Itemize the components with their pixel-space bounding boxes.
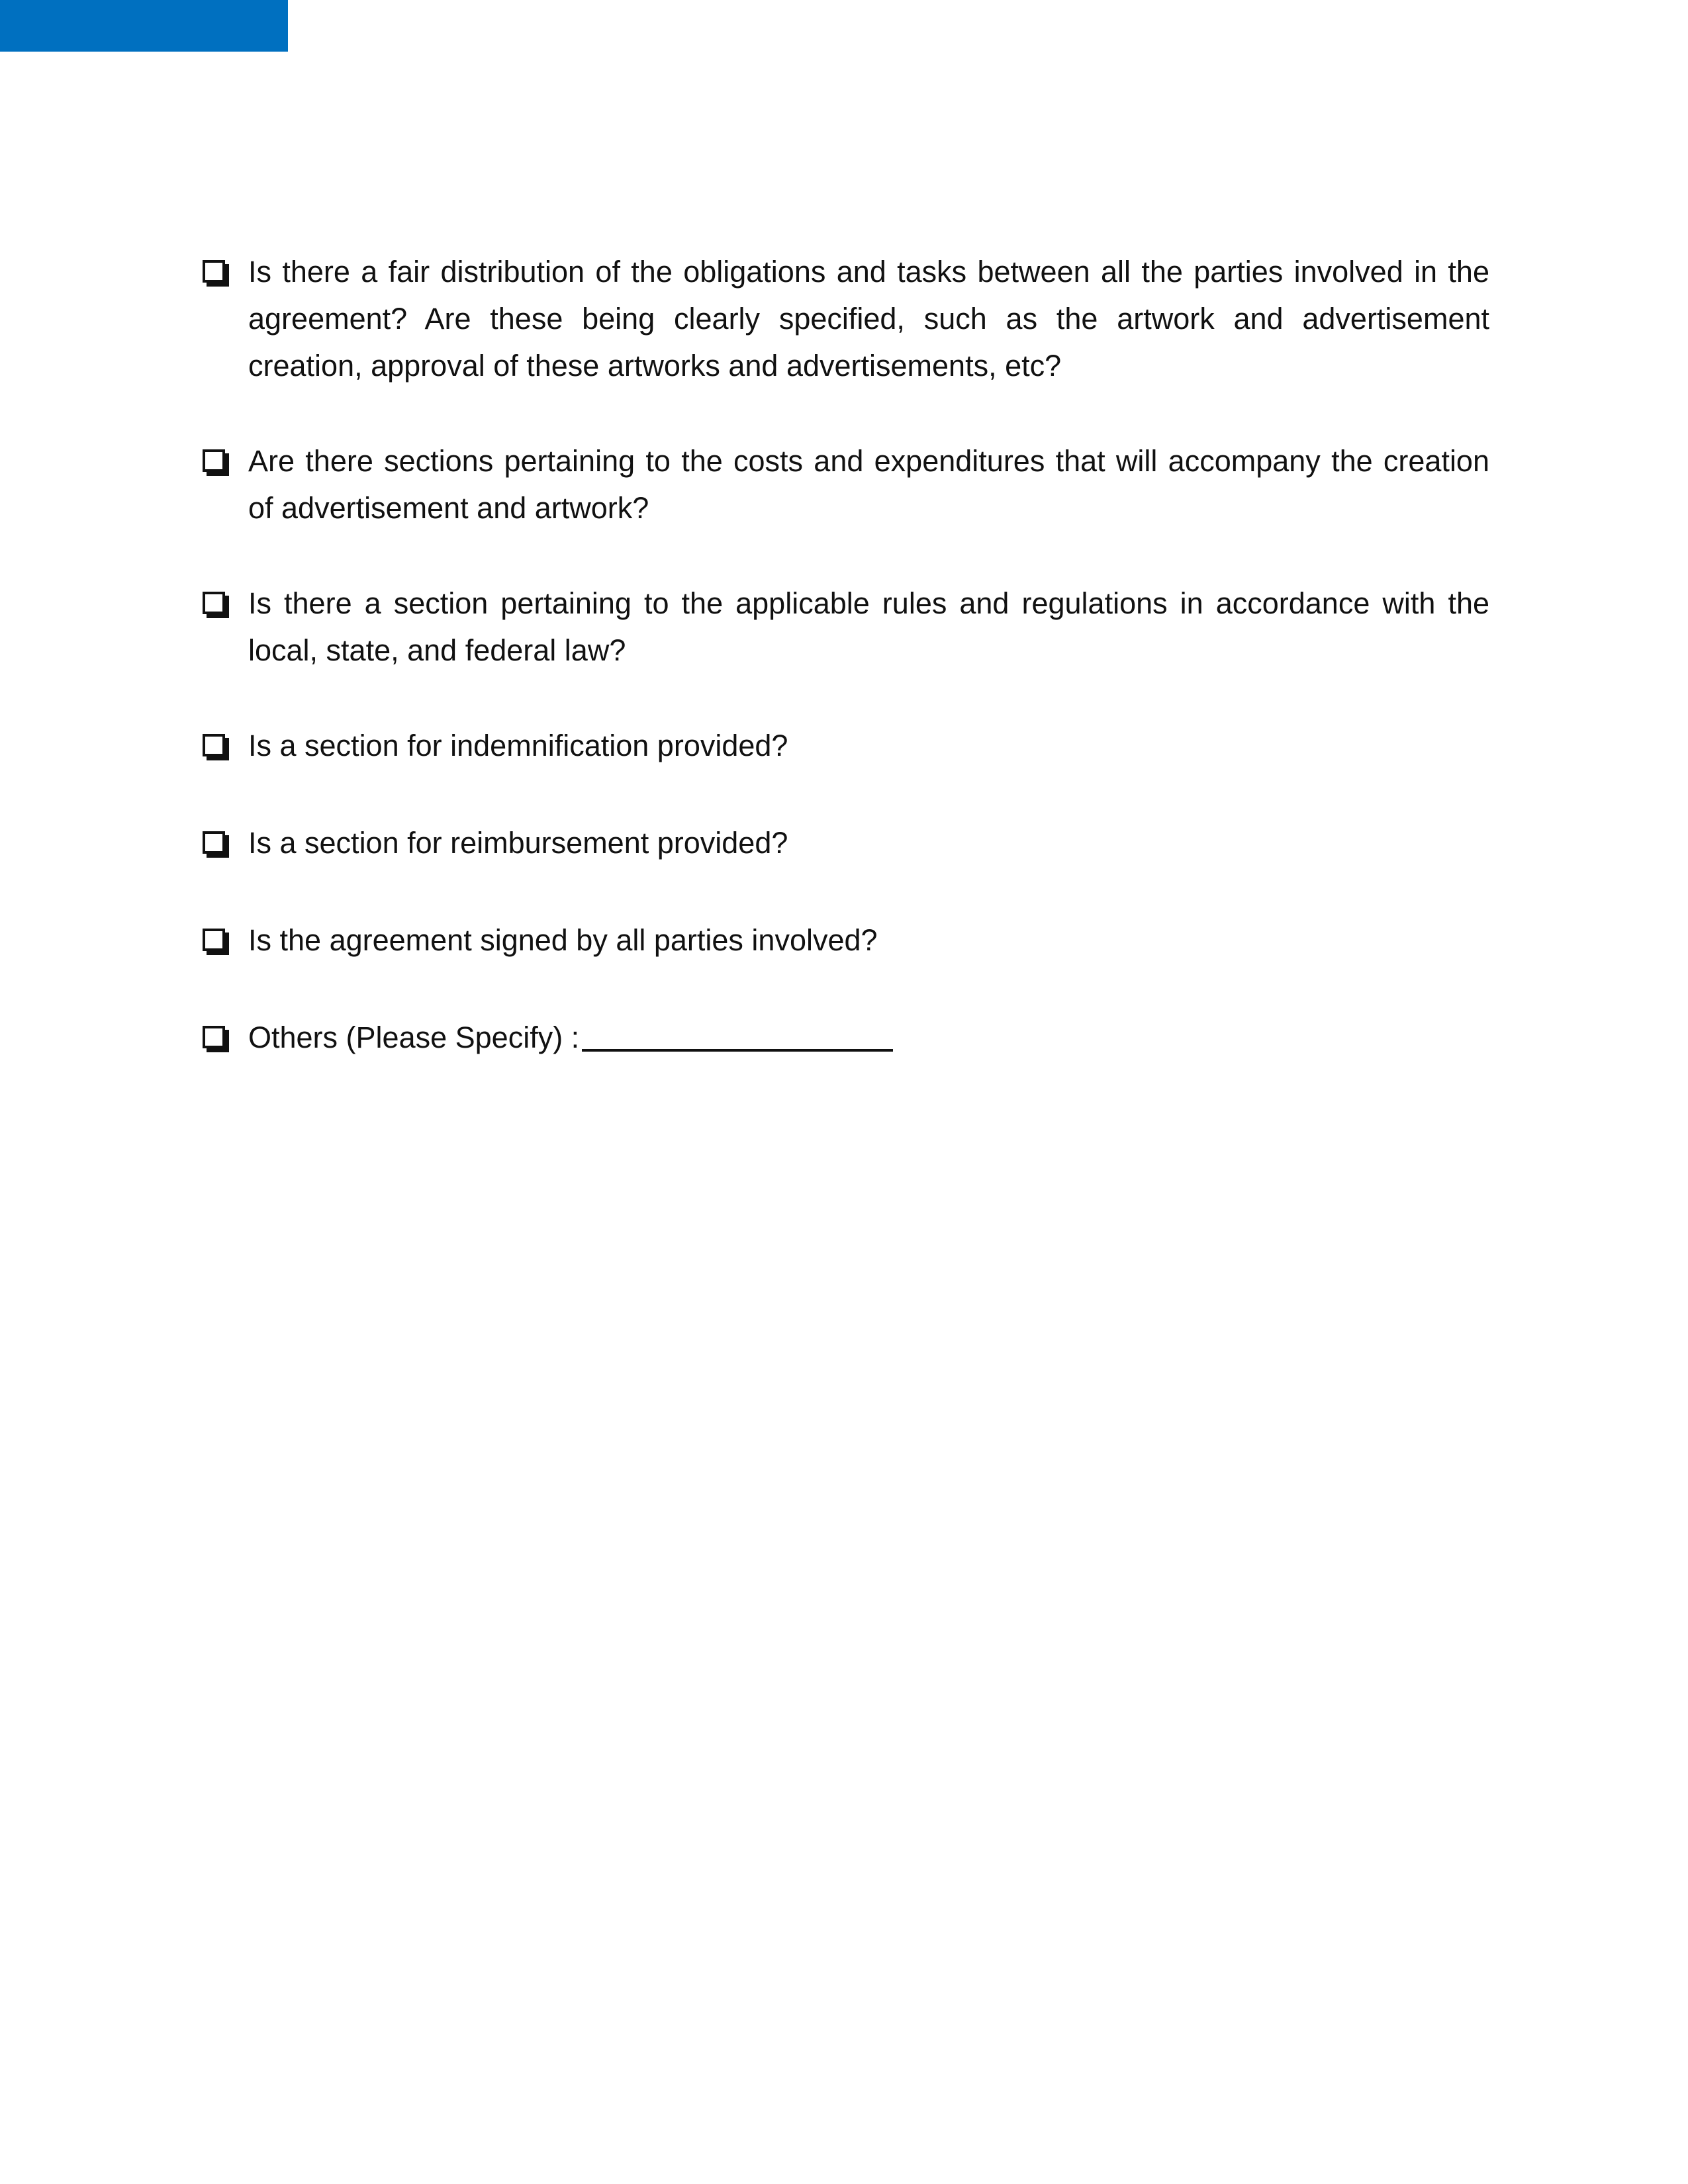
- checkbox-icon[interactable]: [203, 260, 225, 283]
- agreement-checklist: [199, 248, 1489, 1111]
- checkbox-icon[interactable]: [203, 449, 225, 472]
- checklist-item-text: Is a section for reimbursement provided?: [248, 826, 788, 860]
- checklist-item-regulations: [199, 580, 1489, 674]
- checklist-item-text: Is there a section pertaining to the applicable rules and regulations in accordance with the local, state, and federal law?: [248, 586, 1489, 667]
- checkbox-icon[interactable]: [203, 831, 225, 854]
- checklist-item-others: [199, 1014, 1489, 1061]
- checkbox-icon[interactable]: [203, 1026, 225, 1048]
- checklist-item-costs: [199, 437, 1489, 531]
- checklist-item-text: Is the agreement signed by all parties involved?: [248, 923, 878, 957]
- checklist-item-indemnification: [199, 722, 1489, 769]
- checklist-item-text: Are there sections pertaining to the costs and expenditures that will accompany the creation of advertisement and artwork?: [248, 444, 1489, 525]
- checklist-item-reimbursement: [199, 819, 1489, 866]
- header-accent-bar: [0, 0, 288, 52]
- checklist-item-obligations: [199, 248, 1489, 389]
- checklist-item-text: Others (Please Specify) :: [248, 1021, 580, 1054]
- checklist-item-text: Is a section for indemnification provided?: [248, 729, 788, 762]
- checklist-item-text: Is there a fair distribution of the obligations and tasks between all the parties involved in the agreement? Are these being clearly specified, such as the artwork and advertisement creation, approval of these artworks and advertisements, etc?: [248, 255, 1489, 383]
- checkbox-icon[interactable]: [203, 734, 225, 756]
- checklist-item-text-row: [248, 1014, 1489, 1061]
- checkbox-icon[interactable]: [203, 929, 225, 951]
- checkbox-icon[interactable]: [203, 592, 225, 614]
- specify-blank-line[interactable]: [582, 1049, 893, 1052]
- checklist-item-signed: [199, 917, 1489, 964]
